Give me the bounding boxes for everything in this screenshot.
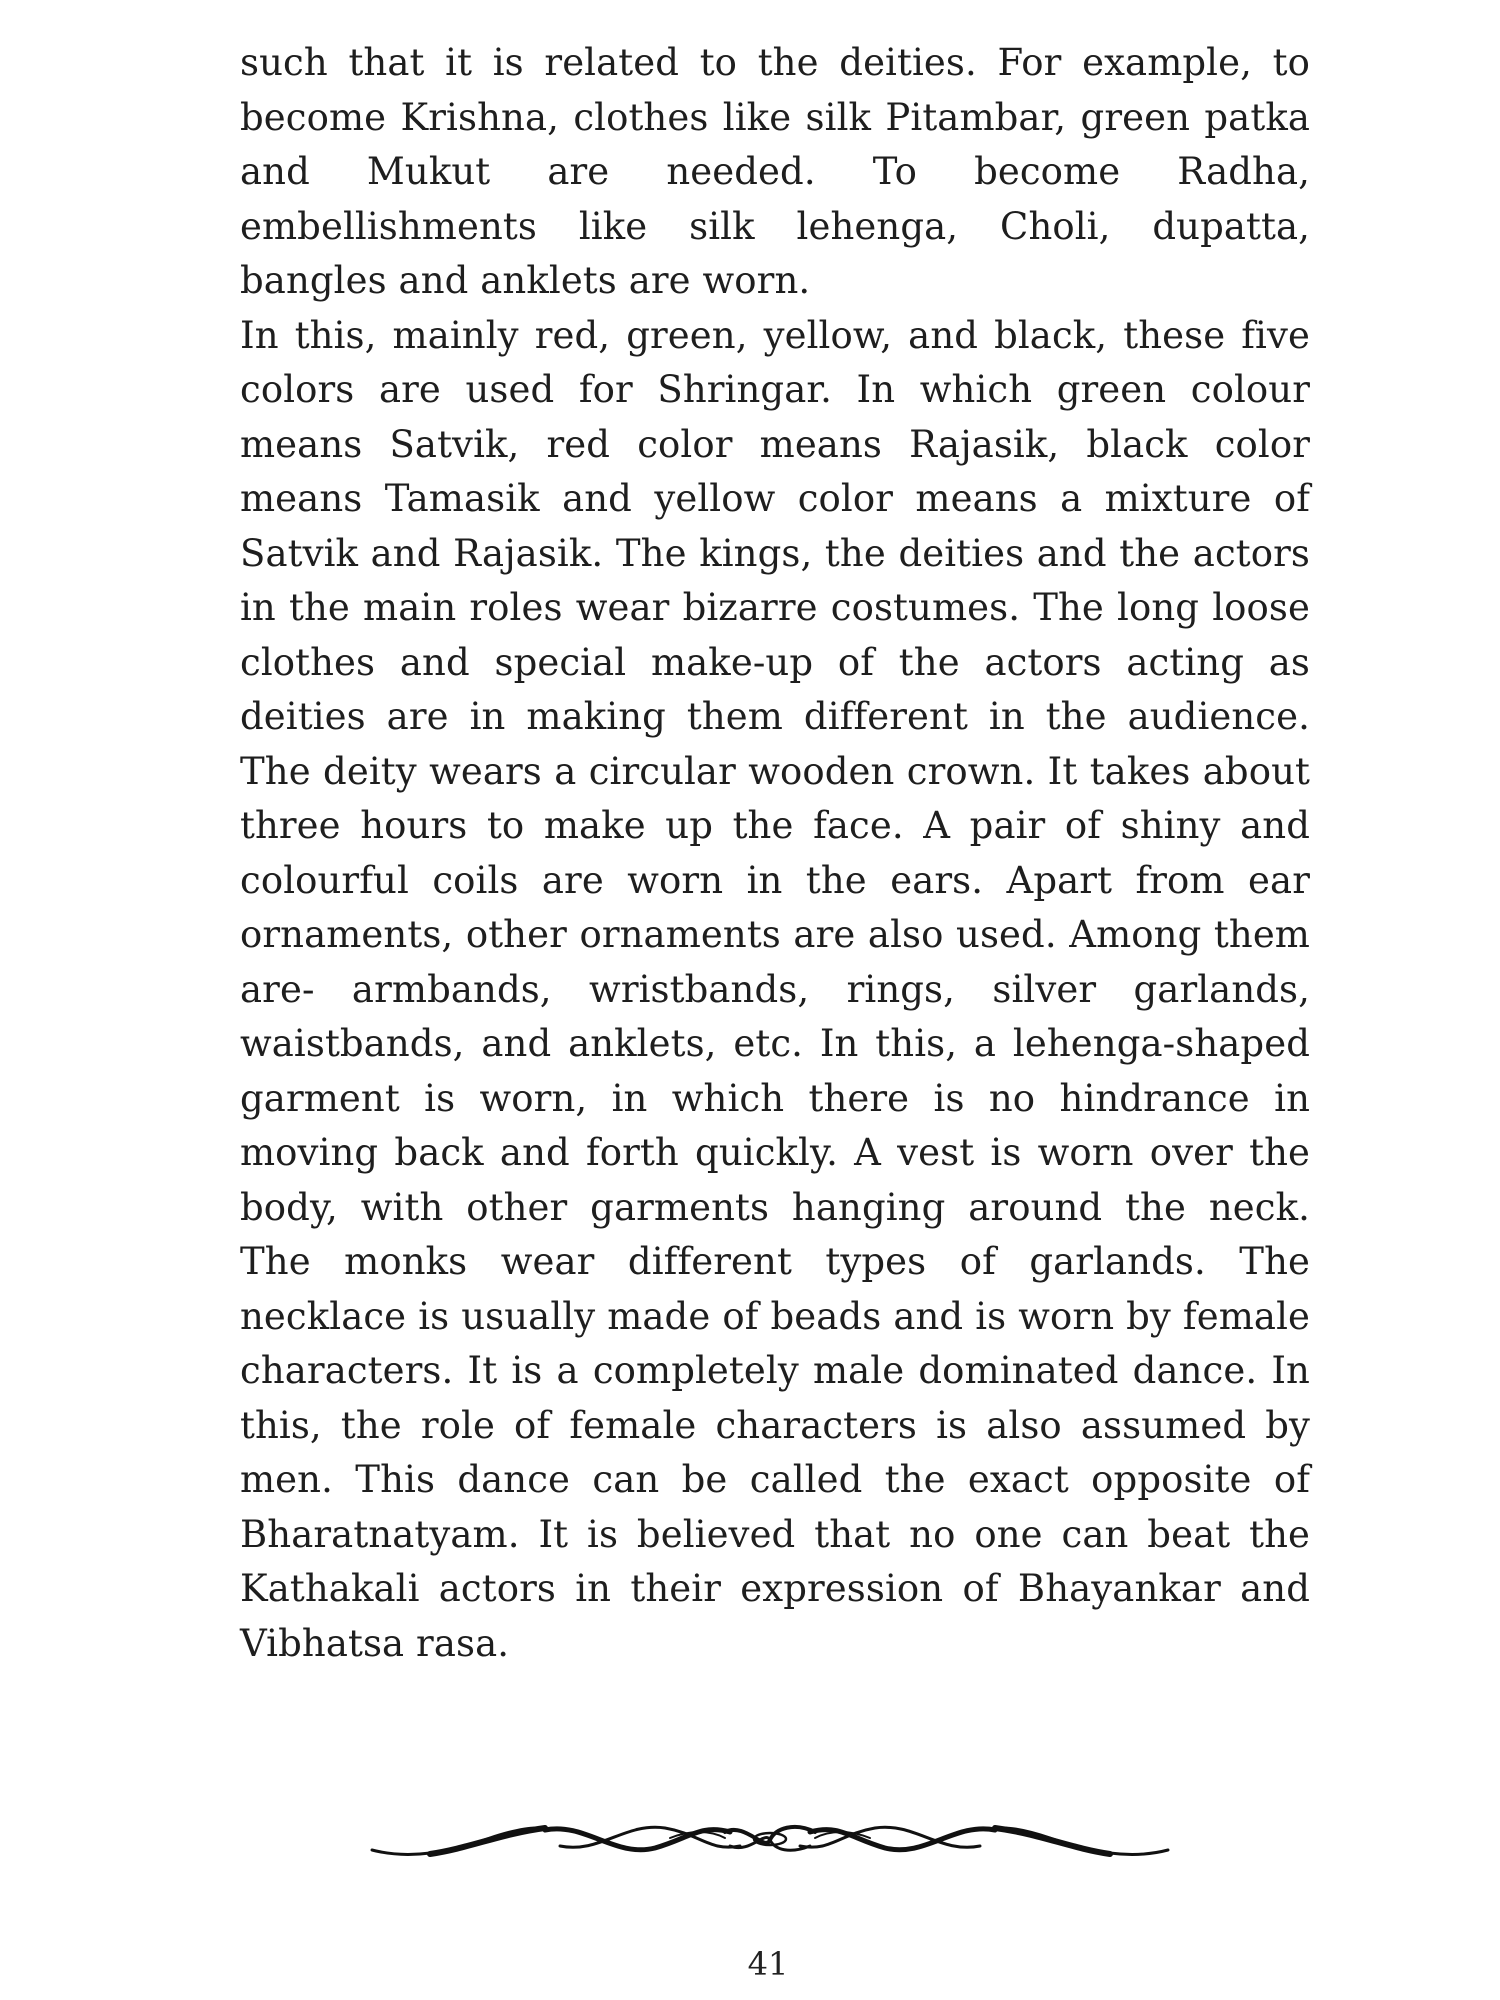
decorative-flourish-icon bbox=[370, 1808, 1170, 1888]
paragraph-continued: such that it is related to the deities. For example, to become Krishna, clothes like silk Pitambar, green patka and Mukut are needed. To become Radha, embellishments like silk lehenga, Choli, dupatta, bangles and anklets are worn. bbox=[240, 41, 1310, 302]
body-text bbox=[240, 36, 1310, 1671]
paragraph-costumes: In this, mainly red, green, yellow, and black, these five colors are used for Shringar. In which green colour means Satvik, red color means Rajasik, black color means Tamasik and yellow color means a mixture of Satvik and Rajasik. The kings, the deities and the actors in the main roles wear bizarre costumes. The long loose clothes and special make-up of the actors acting as deities are in making them different in the audience. The deity wears a circular wooden crown. It takes about three hours to make up the face. A pair of shiny and colourful coils are worn in the ears. Apart from ear ornaments, other ornaments are also used. Among them are- armbands, wristbands, rings, silver garlands, waistbands, and anklets, etc. In this, a lehenga-shaped garment is worn, in which there is no hindrance in moving back and forth quickly. A vest is worn over the body, with other garments hanging around the neck. The monks wear different types of garlands. The necklace is usually made of beads and is worn by female characters. It is a completely male dominated dance. In this, the role of female characters is also assumed by men. This dance can be called the exact opposite of Bharatnatyam. It is believed that no one can beat the Kathakali actors in their expression of Bhayankar and Vibhatsa rasa. bbox=[240, 313, 1310, 1665]
page-number: 41 bbox=[747, 1945, 789, 1983]
